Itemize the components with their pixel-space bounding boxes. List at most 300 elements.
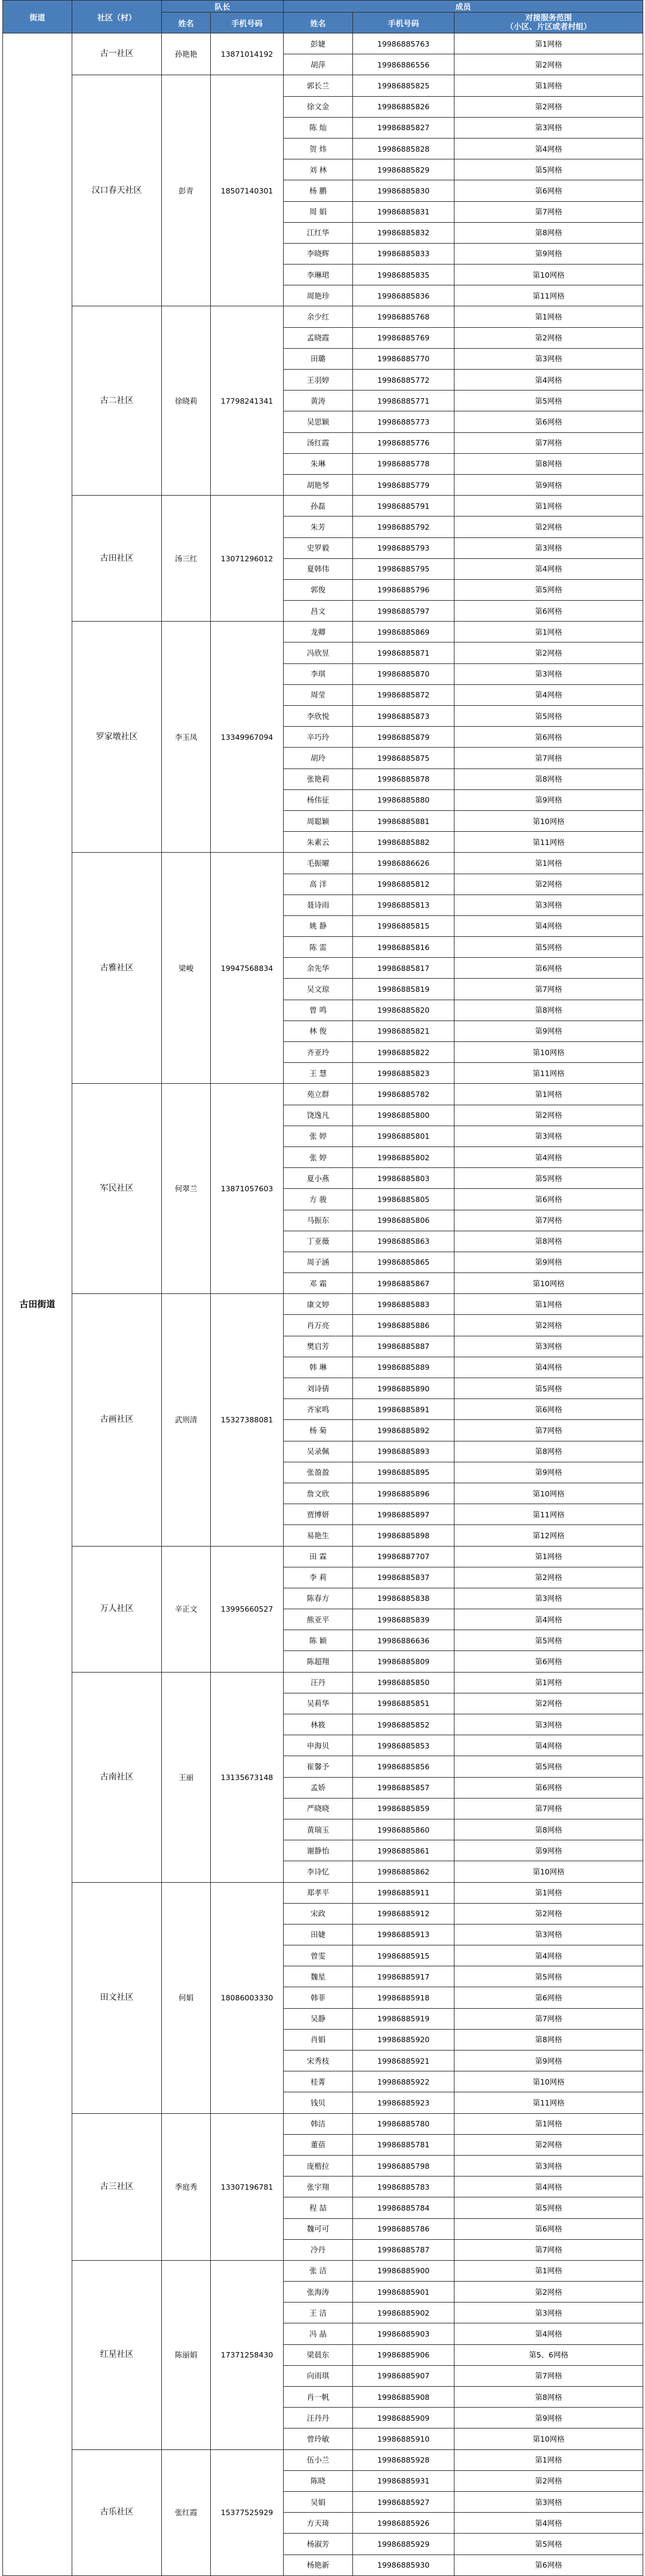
member-name: 陈 雷 <box>284 937 353 958</box>
member-grid: 第11网格 <box>454 285 643 306</box>
table-row <box>3 2260 643 2281</box>
member-phone: 19986885817 <box>353 958 454 979</box>
leader-phone: 13871057603 <box>211 1084 284 1294</box>
member-grid: 第1网格 <box>454 75 643 96</box>
member-phone: 19986885763 <box>353 33 454 54</box>
member-phone: 19986885798 <box>353 2155 454 2176</box>
member-grid: 第1网格 <box>454 2449 643 2470</box>
member-phone: 19986885912 <box>353 1903 454 1924</box>
header-street: 街道 <box>3 1 72 33</box>
member-grid: 第6网格 <box>454 1987 643 2008</box>
leader-phone: 13071296012 <box>211 496 284 622</box>
member-phone: 19986885872 <box>353 684 454 705</box>
member-grid: 第1网格 <box>454 853 643 874</box>
member-phone: 19986885806 <box>353 1210 454 1231</box>
member-name: 孟晓霞 <box>284 327 353 348</box>
member-grid: 第1网格 <box>454 2260 643 2281</box>
member-phone: 19986885900 <box>353 2260 454 2281</box>
member-name: 詹文欣 <box>284 1483 353 1504</box>
member-grid: 第6网格 <box>454 1399 643 1420</box>
member-name: 黄瑞玉 <box>284 1819 353 1840</box>
member-phone: 19986885782 <box>353 1084 454 1105</box>
member-phone: 19986885861 <box>353 1840 454 1861</box>
community-name: 古雅社区 <box>72 853 162 1084</box>
member-phone: 19986885852 <box>353 1714 454 1735</box>
header-member-phone: 手机号码 <box>353 13 454 33</box>
member-phone: 19986885882 <box>353 832 454 853</box>
member-name: 苑立群 <box>284 1084 353 1105</box>
table-row <box>3 2113 643 2134</box>
member-phone: 19986885791 <box>353 496 454 517</box>
member-phone: 19986885813 <box>353 894 454 915</box>
member-grid: 第1网格 <box>454 622 643 643</box>
member-name: 龙卿 <box>284 622 353 643</box>
member-name: 杨 菊 <box>284 1420 353 1441</box>
member-grid: 第3网格 <box>454 894 643 915</box>
table-row <box>3 1084 643 1105</box>
member-name: 吴思颖 <box>284 411 353 432</box>
member-phone: 19986885833 <box>353 243 454 264</box>
community-name: 古田社区 <box>72 496 162 622</box>
member-phone: 19986886556 <box>353 54 454 75</box>
member-phone: 19986885890 <box>353 1378 454 1399</box>
member-phone: 19986885887 <box>353 1336 454 1357</box>
member-grid: 第4网格 <box>454 558 643 579</box>
member-grid: 第3网格 <box>454 117 643 138</box>
member-phone: 19986885769 <box>353 327 454 348</box>
member-name: 陈超翔 <box>284 1651 353 1672</box>
member-grid: 第9网格 <box>454 789 643 810</box>
member-name: 田璐 <box>284 348 353 369</box>
member-phone: 19986885831 <box>353 201 454 222</box>
member-name: 周莹 <box>284 684 353 705</box>
member-phone: 19986885860 <box>353 1819 454 1840</box>
member-phone: 19986885768 <box>353 306 454 327</box>
community-name: 罗家墩社区 <box>72 622 162 853</box>
member-grid: 第3网格 <box>454 1588 643 1609</box>
leader-phone: 13871014192 <box>211 33 284 75</box>
member-grid: 第3网格 <box>454 2303 643 2323</box>
member-name: 易艳生 <box>284 1525 353 1546</box>
leader-name: 何娟 <box>162 1882 211 2113</box>
member-phone: 19986885800 <box>353 1105 454 1126</box>
member-name: 宋政 <box>284 1903 353 1924</box>
header-member-group: 成员 <box>284 1 643 13</box>
member-grid: 第1网格 <box>454 306 643 327</box>
leader-phone: 13307196781 <box>211 2113 284 2260</box>
member-name: 方天琦 <box>284 2513 353 2534</box>
leader-name: 汤三红 <box>162 496 211 622</box>
member-grid: 第8网格 <box>454 1000 643 1020</box>
member-phone: 19986885819 <box>353 979 454 1000</box>
member-name: 胡玲 <box>284 748 353 769</box>
member-name: 胡艳琴 <box>284 474 353 495</box>
member-phone: 19986885825 <box>353 75 454 96</box>
leader-name: 季庭秀 <box>162 2113 211 2260</box>
header-member-name: 姓名 <box>284 13 353 33</box>
member-phone: 19986885875 <box>353 748 454 769</box>
member-phone: 19986885927 <box>353 2491 454 2512</box>
member-grid: 第6网格 <box>454 1651 643 1672</box>
member-grid: 第4网格 <box>454 2323 643 2344</box>
community-name: 红星社区 <box>72 2260 162 2449</box>
member-phone: 19986885821 <box>353 1020 454 1041</box>
member-grid: 第1网格 <box>454 1084 643 1105</box>
member-grid: 第3网格 <box>454 1924 643 1945</box>
member-grid: 第4网格 <box>454 1735 643 1756</box>
member-name: 张宇翔 <box>284 2177 353 2197</box>
member-phone: 19986885781 <box>353 2134 454 2155</box>
member-name: 张海涛 <box>284 2282 353 2303</box>
member-grid: 第4网格 <box>454 2177 643 2197</box>
member-grid: 第2网格 <box>454 1105 643 1126</box>
leader-name: 何翠兰 <box>162 1084 211 1294</box>
member-phone: 19986885867 <box>353 1273 454 1294</box>
member-name: 肖娟 <box>284 2029 353 2050</box>
table-row <box>3 1672 643 1693</box>
table-header <box>3 1 643 33</box>
member-grid: 第4网格 <box>454 2513 643 2534</box>
member-name: 夏韩伟 <box>284 558 353 579</box>
member-grid: 第1网格 <box>454 1546 643 1567</box>
leader-phone: 19947568834 <box>211 853 284 1084</box>
community-name: 万人社区 <box>72 1546 162 1672</box>
member-name: 王 慧 <box>284 1063 353 1084</box>
member-name: 汪丹丹 <box>284 2408 353 2429</box>
member-name: 吴录佩 <box>284 1441 353 1462</box>
member-grid: 第8网格 <box>454 2387 643 2408</box>
street-name: 古田街道 <box>3 33 72 2576</box>
member-phone: 19986885850 <box>353 1672 454 1693</box>
member-name: 伍小兰 <box>284 2449 353 2470</box>
member-grid: 第10网格 <box>454 1273 643 1294</box>
header-grid-line2: （小区、片区或者村组） <box>506 23 592 32</box>
member-name: 汤红霞 <box>284 432 353 453</box>
member-name: 朱素云 <box>284 832 353 853</box>
member-grid: 第2网格 <box>454 517 643 537</box>
member-name: 申海贝 <box>284 1735 353 1756</box>
member-grid: 第10网格 <box>454 1042 643 1063</box>
leader-name: 陈丽娟 <box>162 2260 211 2449</box>
member-grid: 第3网格 <box>454 537 643 558</box>
member-phone: 19986885857 <box>353 1777 454 1798</box>
member-grid: 第2网格 <box>454 327 643 348</box>
member-name: 李琳珺 <box>284 265 353 285</box>
member-phone: 19986885926 <box>353 2513 454 2534</box>
leader-name: 王丽 <box>162 1672 211 1882</box>
leader-name: 孙艳艳 <box>162 33 211 75</box>
member-name: 郭长兰 <box>284 75 353 96</box>
member-phone: 19986885929 <box>353 2534 454 2555</box>
member-name: 董蓓 <box>284 2134 353 2155</box>
member-grid: 第3网格 <box>454 348 643 369</box>
member-name: 马振东 <box>284 1210 353 1231</box>
member-grid: 第3网格 <box>454 1126 643 1146</box>
member-phone: 19986885851 <box>353 1693 454 1714</box>
member-name: 昌文 <box>284 601 353 622</box>
member-name: 钱贝 <box>284 2092 353 2113</box>
member-name: 刘 林 <box>284 159 353 180</box>
member-grid: 第4网格 <box>454 370 643 391</box>
member-name: 曾雯 <box>284 1945 353 1966</box>
member-name: 康文婷 <box>284 1294 353 1315</box>
member-name: 方 骏 <box>284 1189 353 1210</box>
member-phone: 19986885812 <box>353 874 454 894</box>
member-name: 田 霖 <box>284 1546 353 1567</box>
member-grid: 第8网格 <box>454 1441 643 1462</box>
member-name: 郭俊 <box>284 579 353 600</box>
member-grid: 第5网格 <box>454 937 643 958</box>
member-phone: 19986885873 <box>353 706 454 727</box>
member-grid: 第7网格 <box>454 2239 643 2260</box>
member-grid: 第7网格 <box>454 1420 643 1441</box>
member-grid: 第7网格 <box>454 748 643 769</box>
leader-name: 张红霞 <box>162 2449 211 2575</box>
member-phone: 19986885880 <box>353 789 454 810</box>
table-row <box>3 1546 643 1567</box>
member-grid: 第2网格 <box>454 643 643 663</box>
member-phone: 19986885773 <box>353 411 454 432</box>
member-name: 张 婷 <box>284 1146 353 1167</box>
member-grid: 第2网格 <box>454 2470 643 2491</box>
member-name: 夏小燕 <box>284 1168 353 1189</box>
member-grid: 第5网格 <box>454 2534 643 2555</box>
member-grid: 第5网格 <box>454 1756 643 1777</box>
roster-sheet <box>2 0 643 2576</box>
member-name: 程 喆 <box>284 2197 353 2218</box>
member-grid: 第9网格 <box>454 2408 643 2429</box>
member-name: 桂菁 <box>284 2071 353 2092</box>
member-name: 胡萍 <box>284 54 353 75</box>
community-name: 古一社区 <box>72 33 162 75</box>
member-grid: 第5网格 <box>454 391 643 411</box>
leader-name: 徐晓莉 <box>162 306 211 496</box>
member-grid: 第3网格 <box>454 1714 643 1735</box>
member-name: 吴文琼 <box>284 979 353 1000</box>
member-grid: 第2网格 <box>454 2134 643 2155</box>
member-name: 姚 静 <box>284 915 353 936</box>
member-phone: 19986885895 <box>353 1462 454 1483</box>
member-grid: 第3网格 <box>454 2491 643 2512</box>
member-grid: 第4网格 <box>454 1357 643 1378</box>
member-name: 樊启芳 <box>284 1336 353 1357</box>
member-grid: 第1网格 <box>454 33 643 54</box>
member-name: 江红华 <box>284 222 353 243</box>
member-grid: 第9网格 <box>454 2051 643 2071</box>
member-phone: 19986885870 <box>353 663 454 684</box>
member-phone: 19986885908 <box>353 2387 454 2408</box>
member-name: 周子涵 <box>284 1252 353 1272</box>
member-grid: 第6网格 <box>454 411 643 432</box>
leader-phone: 15377525929 <box>211 2449 284 2575</box>
header-grid <box>454 13 643 33</box>
community-name: 古南社区 <box>72 1672 162 1882</box>
member-phone: 19986885853 <box>353 1735 454 1756</box>
member-phone: 19986885881 <box>353 810 454 831</box>
member-name: 贺 炜 <box>284 138 353 159</box>
member-grid: 第2网格 <box>454 2282 643 2303</box>
leader-phone: 18086003330 <box>211 1882 284 2113</box>
member-name: 熊亚平 <box>284 1609 353 1630</box>
member-phone: 19986885828 <box>353 138 454 159</box>
member-phone: 19986885802 <box>353 1146 454 1167</box>
leader-phone: 17798241341 <box>211 306 284 496</box>
header-community: 社区（村） <box>72 1 162 33</box>
header-grid-line1: 对接服务范围 <box>525 14 572 23</box>
table-row <box>3 75 643 96</box>
member-grid: 第8网格 <box>454 769 643 789</box>
table-row <box>3 2449 643 2470</box>
member-phone: 19986885835 <box>353 265 454 285</box>
community-name: 古乐社区 <box>72 2449 162 2575</box>
member-grid: 第5网格 <box>454 1630 643 1651</box>
member-grid: 第7网格 <box>454 979 643 1000</box>
member-name: 冯 晶 <box>284 2323 353 2344</box>
member-name: 曾 鸣 <box>284 1000 353 1020</box>
table-row <box>3 306 643 327</box>
member-grid: 第11网格 <box>454 832 643 853</box>
member-phone: 19986885896 <box>353 1483 454 1504</box>
community-name: 汉口春天社区 <box>72 75 162 306</box>
member-grid: 第10网格 <box>454 810 643 831</box>
member-name: 陈 颖 <box>284 1630 353 1651</box>
table-row <box>3 622 643 643</box>
member-grid: 第5网格 <box>454 2197 643 2218</box>
member-phone: 19986885783 <box>353 2177 454 2197</box>
member-grid: 第2网格 <box>454 1693 643 1714</box>
member-grid: 第7网格 <box>454 201 643 222</box>
member-grid: 第6网格 <box>454 1189 643 1210</box>
member-grid: 第2网格 <box>454 54 643 75</box>
member-phone: 19986885816 <box>353 937 454 958</box>
member-grid: 第9网格 <box>454 1020 643 1041</box>
member-name: 吴静 <box>284 2008 353 2029</box>
member-phone: 19986885823 <box>353 1063 454 1084</box>
member-grid: 第4网格 <box>454 1146 643 1167</box>
member-phone: 19986885879 <box>353 727 454 748</box>
member-grid: 第4网格 <box>454 915 643 936</box>
member-grid: 第4网格 <box>454 138 643 159</box>
member-phone: 19986885917 <box>353 1966 454 1987</box>
member-phone: 19986885839 <box>353 1609 454 1630</box>
member-grid: 第6网格 <box>454 2218 643 2239</box>
member-name: 李 莉 <box>284 1567 353 1588</box>
member-grid: 第4网格 <box>454 1609 643 1630</box>
member-phone: 19986885930 <box>353 2555 454 2575</box>
member-name: 陈晓 <box>284 2470 353 2491</box>
member-phone: 19986885902 <box>353 2303 454 2323</box>
member-grid: 第9网格 <box>454 1462 643 1483</box>
community-name: 军民社区 <box>72 1084 162 1294</box>
member-phone: 19986885886 <box>353 1315 454 1336</box>
member-phone: 19986885920 <box>353 2029 454 2050</box>
member-name: 高 洋 <box>284 874 353 894</box>
member-grid: 第5网格 <box>454 579 643 600</box>
member-phone: 19986887707 <box>353 1546 454 1567</box>
member-grid: 第8网格 <box>454 1231 643 1252</box>
member-grid: 第9网格 <box>454 243 643 264</box>
member-phone: 19986885918 <box>353 1987 454 2008</box>
header-leader-group: 队长 <box>162 1 284 13</box>
member-grid: 第2网格 <box>454 1903 643 1924</box>
table-row <box>3 1294 643 1315</box>
member-grid: 第9网格 <box>454 1252 643 1272</box>
member-name: 毛振曜 <box>284 853 353 874</box>
member-grid: 第10网格 <box>454 2071 643 2092</box>
member-name: 孙磊 <box>284 496 353 517</box>
member-phone: 19986885862 <box>353 1861 454 1882</box>
roster-table <box>2 0 643 2576</box>
member-grid: 第11网格 <box>454 2092 643 2113</box>
member-name: 肖一帆 <box>284 2387 353 2408</box>
member-name: 齐家鸣 <box>284 1399 353 1420</box>
member-phone: 19986885793 <box>353 537 454 558</box>
leader-phone: 13135673148 <box>211 1672 284 1882</box>
member-grid: 第6网格 <box>454 1777 643 1798</box>
member-name: 张 洁 <box>284 2260 353 2281</box>
member-name: 吴莉华 <box>284 1693 353 1714</box>
member-name: 刘诗倩 <box>284 1378 353 1399</box>
member-phone: 19986885822 <box>353 1042 454 1063</box>
member-name: 向雨琪 <box>284 2365 353 2386</box>
member-name: 田婕 <box>284 1924 353 1945</box>
member-name: 梁晨东 <box>284 2344 353 2365</box>
member-phone: 19986886626 <box>353 853 454 874</box>
member-name: 李诗忆 <box>284 1861 353 1882</box>
community-name: 田文社区 <box>72 1882 162 2113</box>
member-name: 齐亚玲 <box>284 1042 353 1063</box>
member-phone: 19986885779 <box>353 474 454 495</box>
member-phone: 19986885883 <box>353 1294 454 1315</box>
member-grid: 第6网格 <box>454 958 643 979</box>
member-phone: 19986885838 <box>353 1588 454 1609</box>
member-name: 崔馨予 <box>284 1756 353 1777</box>
member-name: 李琪 <box>284 663 353 684</box>
member-grid: 第10网格 <box>454 265 643 285</box>
member-phone: 19986885826 <box>353 96 454 117</box>
member-name: 韩菲 <box>284 1987 353 2008</box>
member-phone: 19986885871 <box>353 643 454 663</box>
member-name: 张 婷 <box>284 1126 353 1146</box>
member-name: 严晓晓 <box>284 1798 353 1819</box>
member-grid: 第5网格 <box>454 1966 643 1987</box>
member-name: 饶逸凡 <box>284 1105 353 1126</box>
member-phone: 19986885910 <box>353 2429 454 2449</box>
header-leader-phone: 手机号码 <box>211 13 284 33</box>
member-name: 张艳莉 <box>284 769 353 789</box>
member-name: 杨艳新 <box>284 2555 353 2575</box>
member-name: 曾玲敏 <box>284 2429 353 2449</box>
member-phone: 19986885784 <box>353 2197 454 2218</box>
member-phone: 19986885803 <box>353 1168 454 1189</box>
member-name: 余少红 <box>284 306 353 327</box>
member-grid: 第1网格 <box>454 1672 643 1693</box>
member-phone: 19986885815 <box>353 915 454 936</box>
leader-name: 彭青 <box>162 75 211 306</box>
member-name: 冷丹 <box>284 2239 353 2260</box>
member-grid: 第1网格 <box>454 1882 643 1903</box>
member-name: 谢静怡 <box>284 1840 353 1861</box>
member-name: 魏星 <box>284 1966 353 1987</box>
member-name: 周艳珍 <box>284 285 353 306</box>
member-name: 余先华 <box>284 958 353 979</box>
member-phone: 19986885771 <box>353 391 454 411</box>
member-name: 丁亚薇 <box>284 1231 353 1252</box>
member-name: 王 洁 <box>284 2303 353 2323</box>
table-row <box>3 33 643 54</box>
member-phone: 19986885856 <box>353 1756 454 1777</box>
member-phone: 19986885906 <box>353 2344 454 2365</box>
